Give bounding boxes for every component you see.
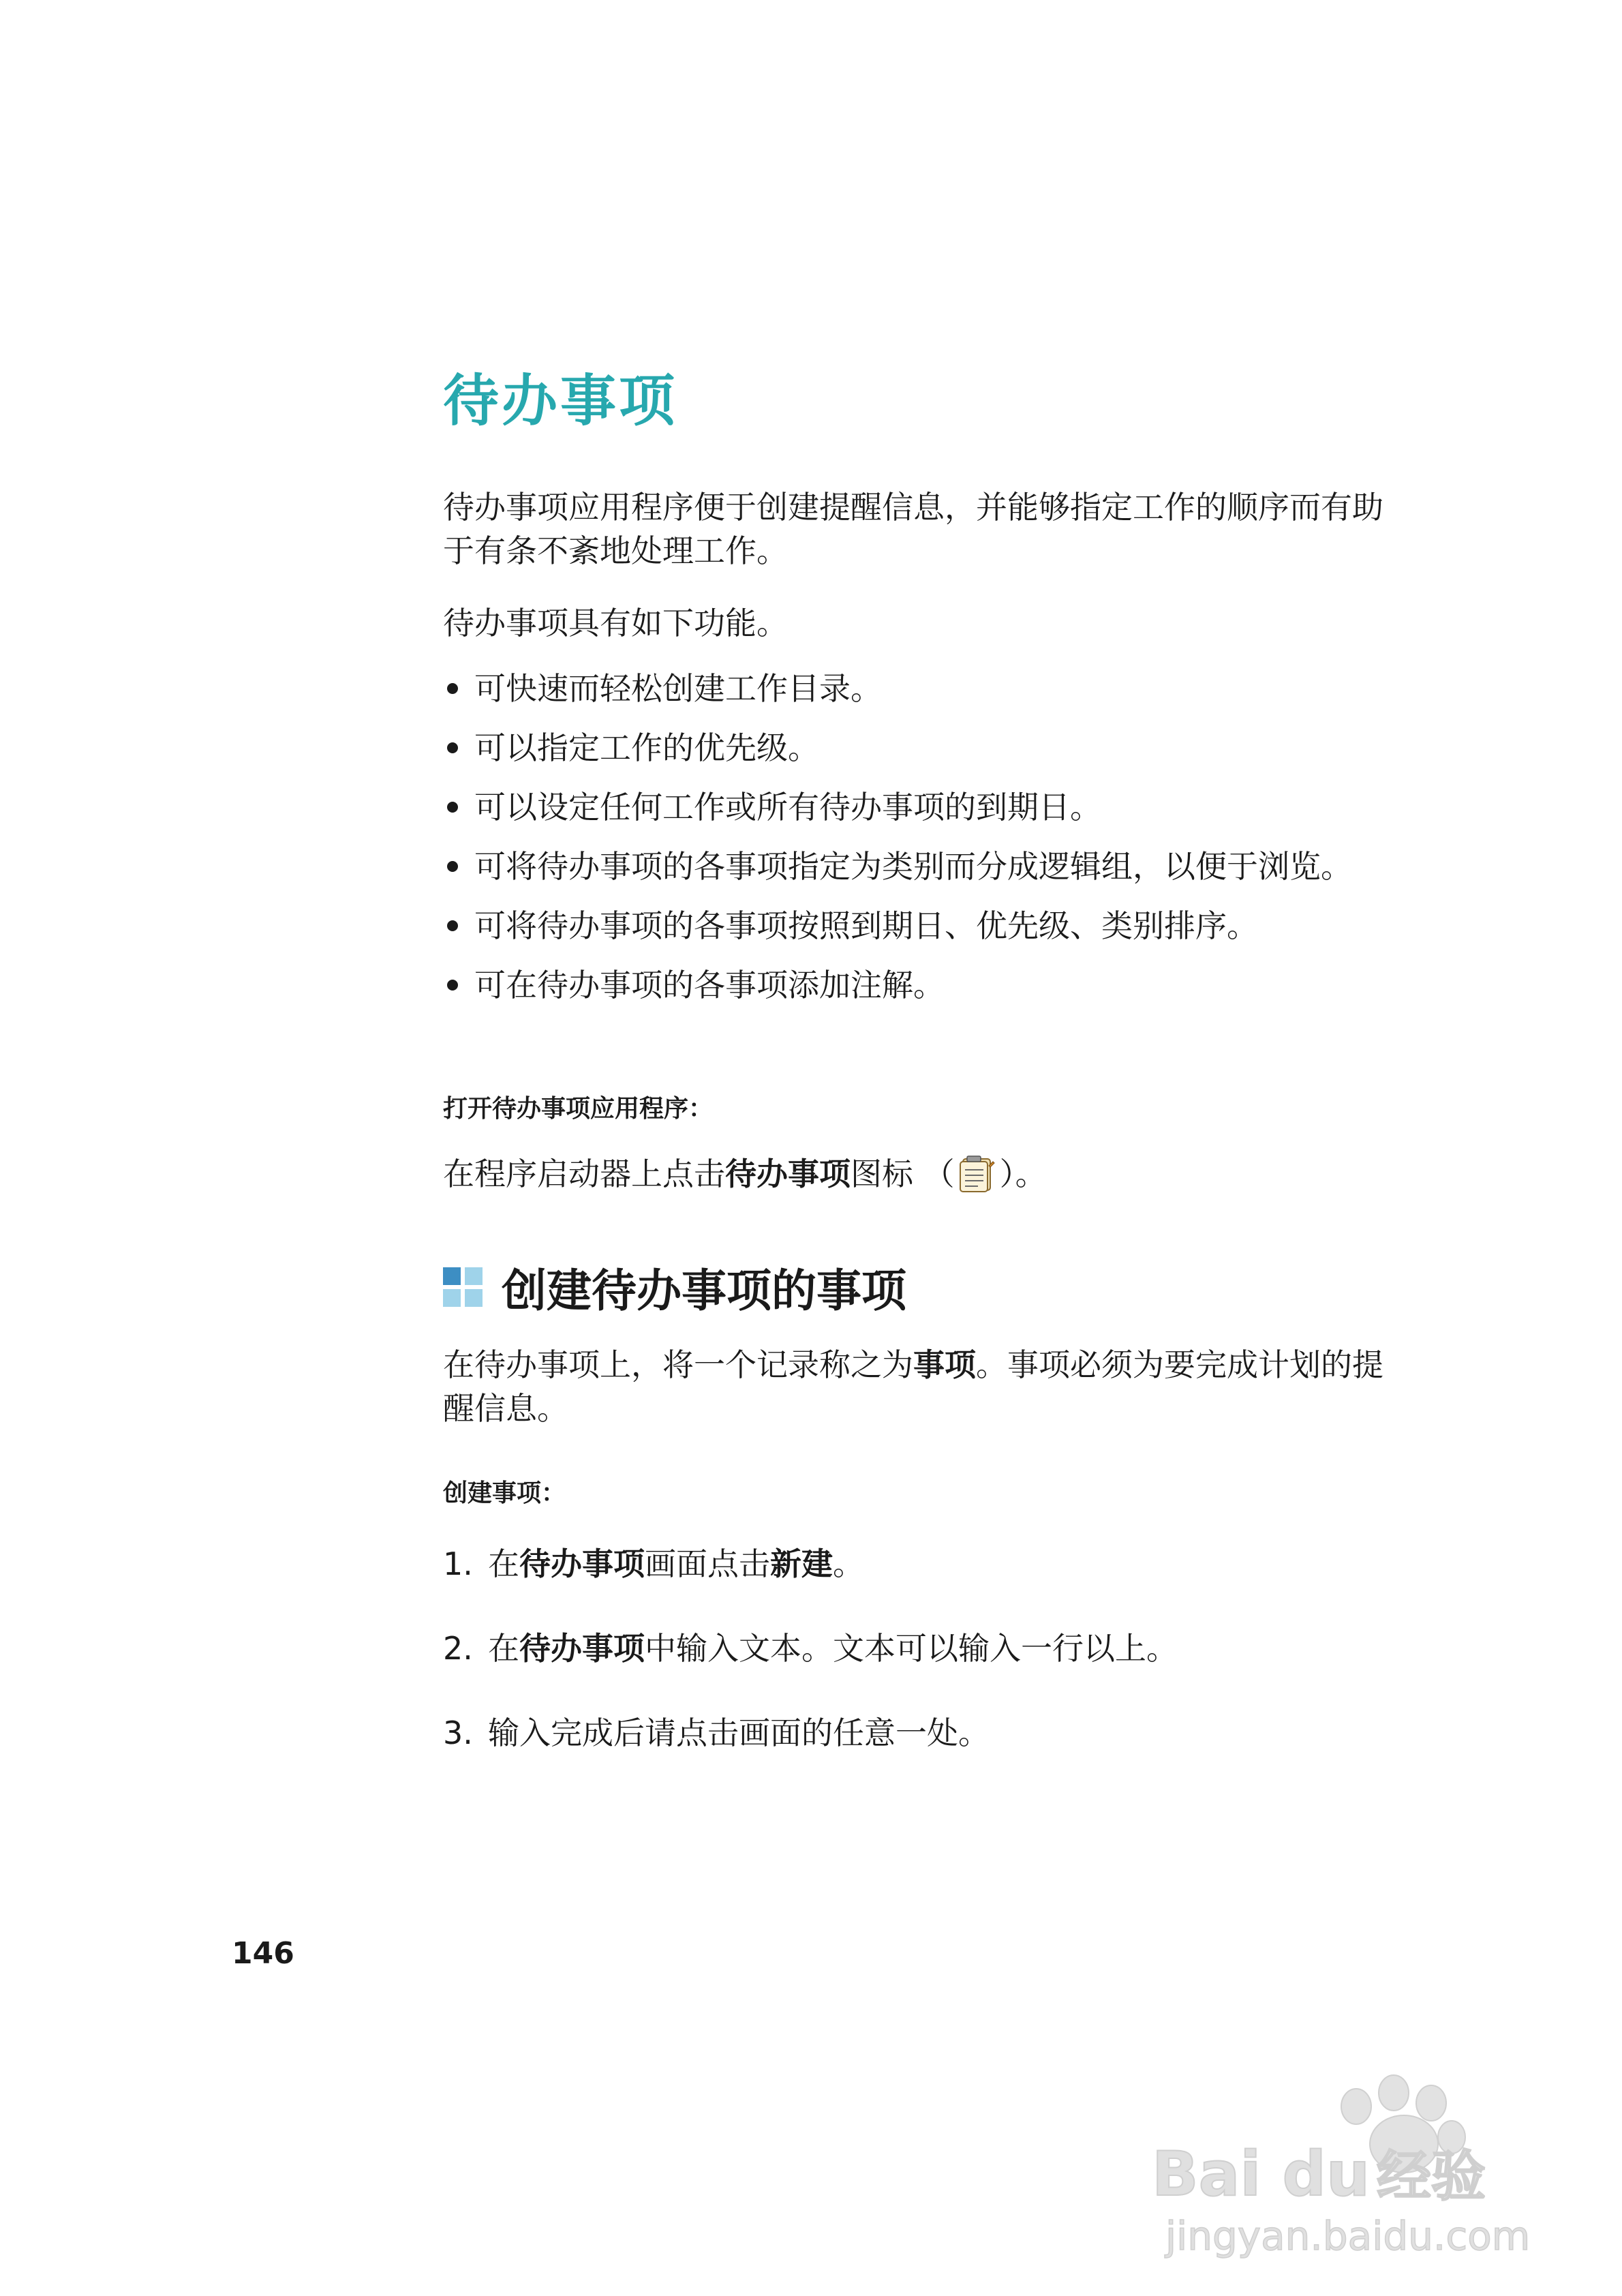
list-item: 可将待办事项的各事项指定为类别而分成逻辑组，以便于浏览。: [443, 845, 1397, 888]
create-item-heading: 创建事项：: [443, 1479, 566, 1507]
features-intro: 待办事项具有如下功能。: [443, 605, 788, 641]
feature-list: [443, 667, 1397, 1023]
list-item: 可快速而轻松创建工作目录。: [443, 667, 1397, 710]
section-heading: [443, 1254, 906, 1319]
bullet-icon: [447, 980, 458, 991]
baidu-watermark-logo: [1152, 2066, 1533, 2270]
svg-text:经验: 经验: [1377, 2145, 1486, 2208]
step-item: 2. 在待办事项中输入文本。文本可以输入一行以上。: [443, 1630, 1178, 1667]
bullet-icon: [447, 683, 458, 694]
list-item: 可将待办事项的各事项按照到期日、优先级、类别排序。: [443, 904, 1397, 948]
page-title: 待办事项: [443, 369, 678, 434]
intro-paragraph: 待办事项应用程序便于创建提醒信息，并能够指定工作的顺序而有助于有条不紊地处理工作。: [443, 489, 1383, 569]
list-item: 可以设定任何工作或所有待办事项的到期日。: [443, 785, 1397, 829]
open-app-instruction: 在程序启动器上点击待办事项图标 （ ）。: [443, 1152, 1397, 1196]
list-item: 可以指定工作的优先级。: [443, 726, 1397, 770]
section-squares-icon: [443, 1267, 483, 1307]
step-item: 1. 在待办事项画面点击新建。: [443, 1545, 864, 1582]
bullet-icon: [447, 742, 458, 753]
steps-list: [443, 1542, 1397, 1796]
section-description: 在待办事项上，将一个记录称之为事项。事项必须为要完成计划的提醒信息。: [443, 1346, 1383, 1427]
section-title: 创建待办事项的事项: [502, 1265, 906, 1317]
notepad-icon: [959, 1153, 996, 1193]
step-item: 3. 输入完成后请点击画面的任意一处。: [443, 1715, 990, 1751]
bullet-icon: [447, 920, 458, 931]
list-item: 可在待办事项的各事项添加注解。: [443, 963, 1397, 1007]
bullet-icon: [447, 802, 458, 813]
svg-text:jingyan.baidu.com: jingyan.baidu.com: [1165, 2213, 1531, 2259]
page-number: 146: [232, 1936, 294, 1971]
bullet-icon: [447, 861, 458, 872]
svg-text:Bai du: Bai du: [1152, 2139, 1371, 2210]
open-app-heading: 打开待办事项应用程序：: [443, 1095, 714, 1123]
